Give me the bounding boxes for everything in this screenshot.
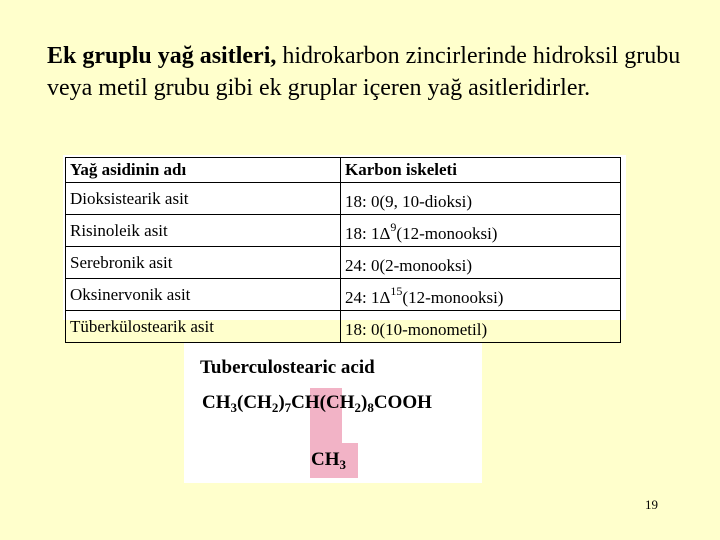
acid-name: Serebronik asit [66,247,341,279]
methyl-branch: $CH_3$ [311,449,346,472]
intro-paragraph [47,40,697,104]
intro-definition: hidrokarbon zincirlerinde hidroksil grubu veya metil grubu gibi ek gruplar içeren yağ asitleridirler. [47,43,681,101]
fatty-acid-table [65,157,621,343]
acid-name: Tüberkülostearik asit [66,311,341,343]
table-row [66,279,621,311]
page-number: 19 [645,497,658,512]
acid-name: Risinoleik asit [66,215,341,247]
table-row [66,311,621,343]
acid-name: Dioksistearik asit [66,183,341,215]
table-header-row [66,158,621,183]
carbon-skeleton: 18: 0(9, 10-dioksi) [341,183,621,215]
header-skeleton: Karbon iskeleti [341,158,621,183]
tuberculostearic-acid-figure [184,343,482,483]
carbon-skeleton: 18: 0(10-monometil) [341,311,621,343]
table-row [66,247,621,279]
intro-term: Ek gruplu yağ asitleri, [47,43,277,69]
acid-name: Oksinervonik asit [66,279,341,311]
table-row [66,215,621,247]
fatty-acid-table-container [63,155,626,339]
table-row [66,183,621,215]
structural-formula: $CH_3(CH_2)_7CH(CH_2)_8COOH$ [202,392,432,415]
header-name: Yağ asidinin adı [66,158,341,183]
carbon-skeleton: 24: 0(2-monooksi) [341,247,621,279]
carbon-skeleton: 18: $1\Delta^9(12-monooksi)$ [341,215,621,247]
figure-title: Tuberculostearic acid [200,357,375,378]
carbon-skeleton: 24: $1\Delta^{15}(12-monooksi)$ [341,279,621,311]
